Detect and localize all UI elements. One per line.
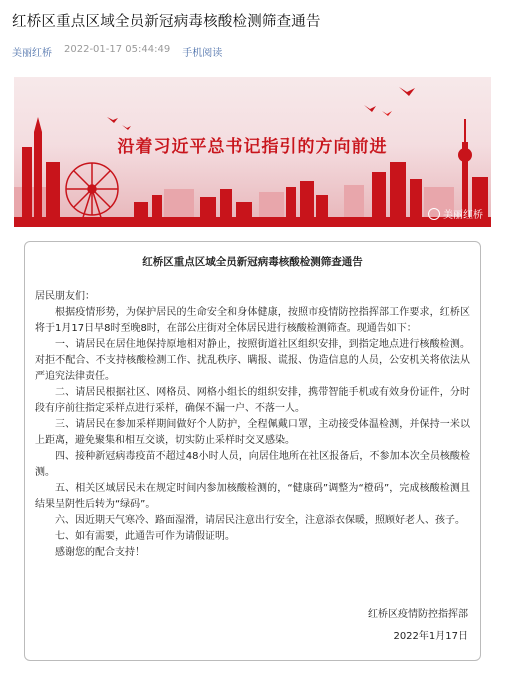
mobile-read-link[interactable]: 手机阅读 (182, 48, 223, 59)
notice-paragraph: 三、请居民在参加采样期间做好个人防护，全程佩戴口罩，主动接受体温检测，并保持一米以上距离，避免聚集和相互交谈，切实防止采样时交叉感染。 (35, 419, 470, 446)
notice-paragraph: 四、接种新冠病毒疫苗不超过48小时人员，向居住地所在社区报备后，不参加本次全员核酸检测。 (35, 451, 470, 478)
notice-date: 2022年1月17日 (393, 631, 468, 642)
notice-paragraph: 五、相关区域居民未在规定时间内参加核酸检测的，“健康码”调整为“橙码”，完成核酸检测且结果呈阴性后转为“绿码”。 (35, 483, 470, 510)
article-header (0, 0, 505, 59)
notice-card (24, 241, 481, 661)
notice-issuer: 红桥区疫情防控指挥部 (368, 609, 468, 620)
article-title: 红桥区重点区域全员新冠病毒核酸检测筛查通告 (12, 14, 321, 30)
notice-paragraph: 感谢您的配合支持！ (55, 547, 145, 558)
notice-paragraph: 六、因近期天气寒冷、路面湿滑，请居民注意出行安全，注意添衣保暖，照顾好老人、孩子。 (55, 515, 465, 526)
notice-paragraph: 根据疫情形势，为保护居民的生命安全和身体健康，按照市疫情防控指挥部工作要求，红桥区将于1月17日早8时至晚8时，在部公庄街对全体居民进行核酸检测筛查。现通告如下： (35, 307, 470, 334)
banner-image (14, 77, 491, 227)
notice-paragraph: 二、请居民根据社区、网格员、网格小组长的组织安排，携带智能手机或有效身份证件，分时段有序前往指定采样点进行采样，确保不漏一户、不落一人。 (35, 387, 470, 414)
notice-paragraph: 一、请居民在居住地保持原地相对静止，按照街道社区组织安排，到指定地点进行核酸检测。对拒不配合、不支持核酸检测工作、扰乱秩序、瞒报、谎报、伪造信息的人员，公安机关将依法从严追究法律责任。 (35, 339, 470, 382)
watermark-text: 美丽红桥 (443, 210, 483, 221)
article-meta (12, 44, 493, 59)
notice-paragraph: 七、如有需要，此通告可作为请假证明。 (55, 531, 235, 542)
banner-watermark (428, 206, 483, 221)
notice-salutation: 居民朋友们： (35, 291, 95, 302)
publish-datetime: 2022-01-17 05:44:49 (64, 44, 171, 55)
notice-title: 红桥区重点区域全员新冠病毒核酸检测筛查通告 (142, 256, 363, 268)
account-name-link[interactable]: 美丽红桥 (12, 48, 52, 59)
watermark-logo-icon (428, 208, 440, 220)
banner-slogan: 沿着习近平总书记指引的方向前进 (117, 137, 388, 157)
